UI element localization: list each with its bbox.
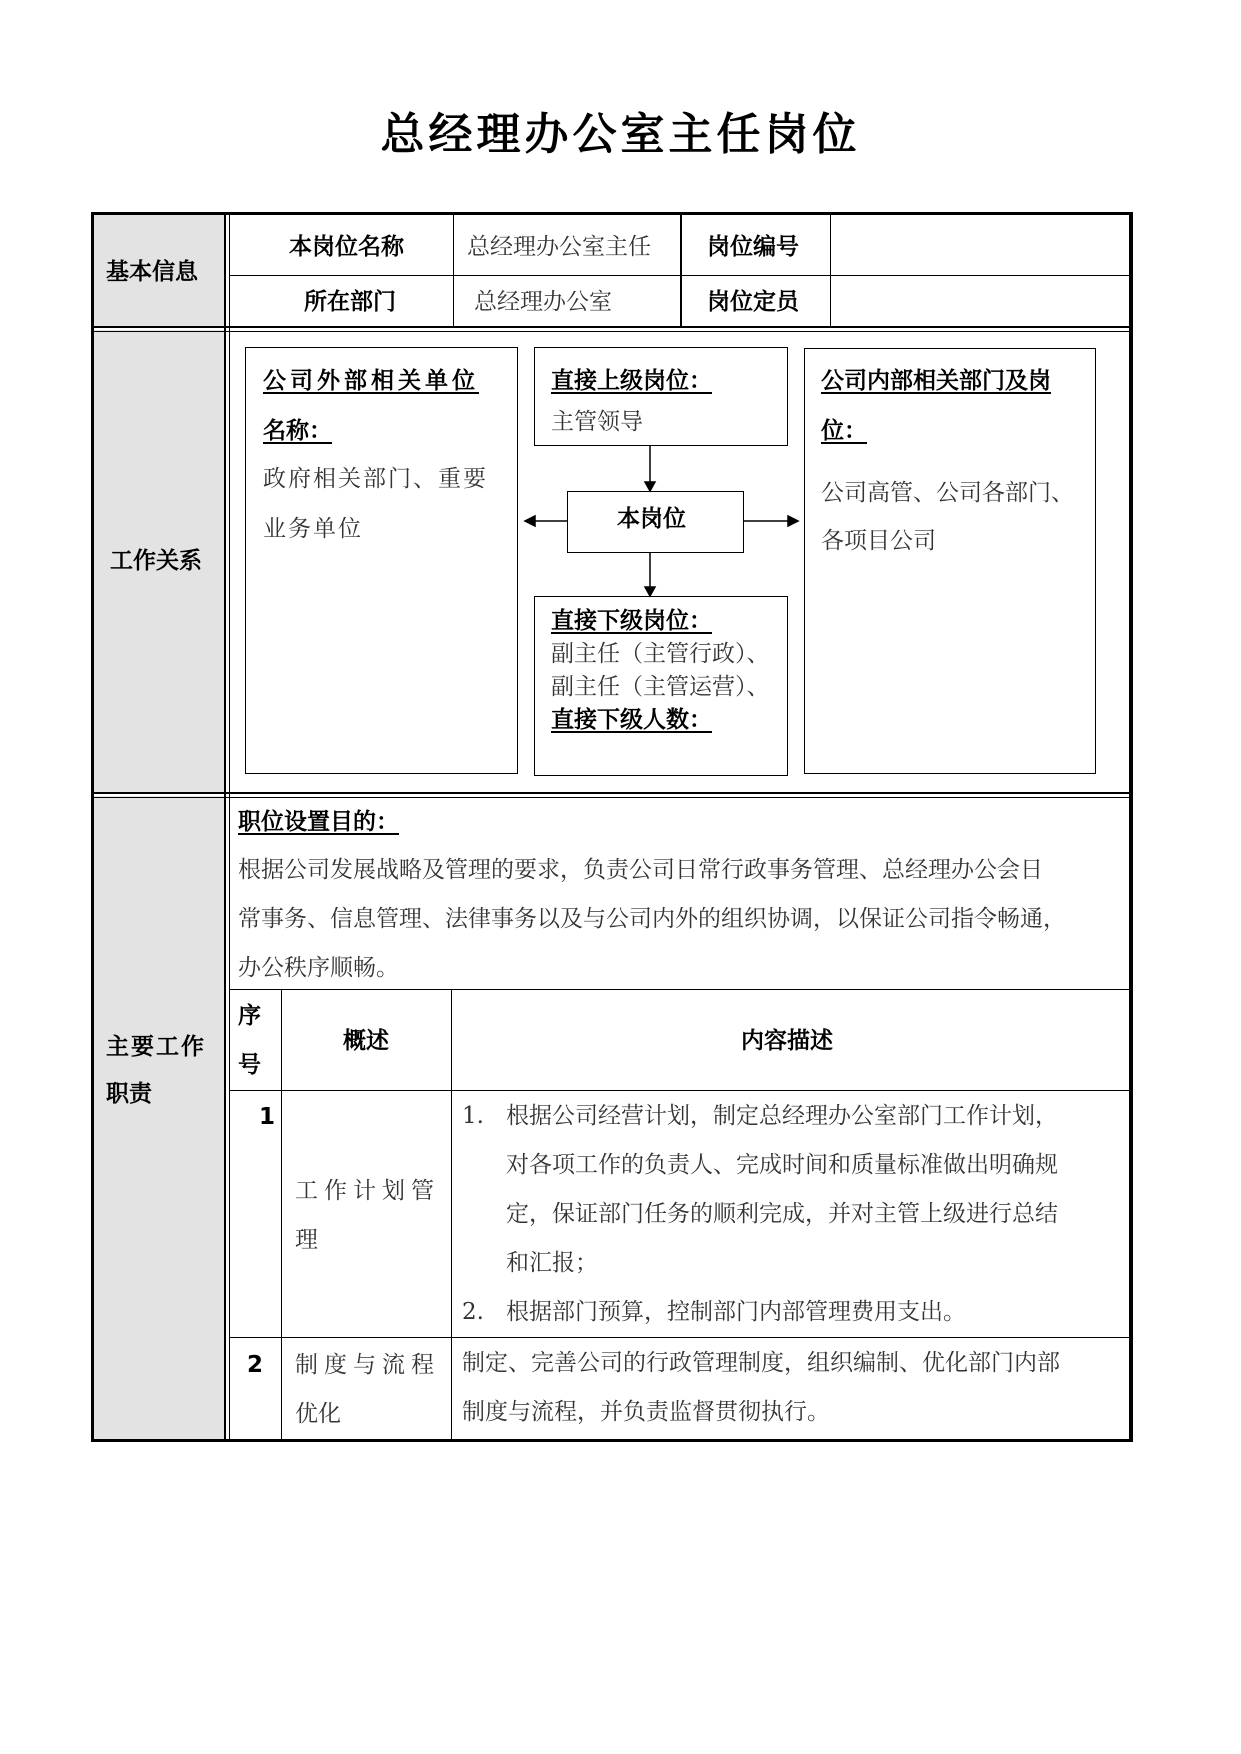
row-description (462, 1092, 1122, 1337)
purpose-text (238, 846, 1128, 993)
page-title: 总经理办公室主任岗位 (380, 109, 861, 160)
divider (230, 989, 1130, 990)
divider (281, 989, 282, 1439)
seq-header: 序 (238, 1003, 261, 1029)
divider (451, 989, 452, 1439)
superior-position-value: 主管领导 (551, 409, 643, 435)
description-item (462, 1092, 1122, 1288)
external-units-heading: 名称： (263, 418, 332, 444)
subordinate-position-item: 副主任（主管行政）、 (551, 641, 770, 667)
this-position-label: 本岗位 (617, 506, 686, 532)
row-seq: 1 (259, 1104, 276, 1130)
headcount-label: 岗位定员 (707, 289, 799, 315)
item-line: 根据公司经营计划，制定总经理办公室部门工作计划， (506, 1103, 1058, 1129)
row-summary: 工作计划管 (295, 1178, 440, 1204)
row-description (462, 1339, 1128, 1437)
seq-header: 号 (238, 1052, 261, 1078)
purpose-line: 办公秩序顺畅。 (238, 955, 399, 981)
description-line: 制度与流程，并负责监督贯彻执行。 (462, 1399, 830, 1425)
position-code-label: 岗位编号 (707, 234, 799, 260)
description-line: 制定、完善公司的行政管理制度，组织编制、优化部门内部 (462, 1350, 1060, 1376)
row-summary: 优化 (295, 1401, 341, 1427)
item-number: 2. (462, 1299, 484, 1325)
item-line: 和汇报； (506, 1250, 598, 1276)
external-units-heading: 公司外部相关单位 (263, 368, 479, 394)
basic-info-label: 基本信息 (106, 259, 198, 285)
external-units-content: 政府相关部门、重要 (263, 466, 488, 492)
purpose-line: 根据公司发展战略及管理的要求，负责公司日常行政事务管理、总经理办公会日 (238, 857, 1043, 883)
subordinate-count-label: 直接下级人数： (551, 707, 712, 733)
purpose-line: 常事务、信息管理、法律事务以及与公司内外的组织协调，以保证公司指令畅通， (238, 906, 1066, 932)
superior-position-heading: 直接上级岗位： (551, 368, 712, 394)
arrow-down-to-position-head (645, 482, 655, 491)
arrow-down-to-subordinate-head (645, 587, 655, 596)
description-header: 内容描述 (741, 1028, 833, 1054)
item-line: 根据部门预算，控制部门内部管理费用支出。 (506, 1299, 966, 1325)
row-summary: 理 (295, 1227, 318, 1253)
summary-header: 概述 (343, 1028, 389, 1054)
purpose-heading: 职位设置目的： (238, 809, 399, 835)
department-value: 总经理办公室 (474, 289, 612, 315)
description-item (462, 1288, 1122, 1337)
duties-label: 主要工作 (106, 1034, 206, 1060)
row-summary: 制度与流程 (295, 1352, 440, 1378)
department-label: 所在部门 (304, 289, 396, 315)
internal-departments-heading: 位： (821, 418, 867, 444)
item-number: 1. (462, 1103, 484, 1129)
duties-label: 职责 (106, 1081, 152, 1107)
internal-departments-heading: 公司内部相关部门及岗 (821, 368, 1051, 394)
external-units-content: 业务单位 (263, 516, 363, 542)
internal-departments-content: 公司高管、公司各部门、 (821, 480, 1074, 506)
arrow-right-to-internal-head (788, 516, 798, 526)
internal-departments-content: 各项目公司 (821, 528, 936, 554)
subordinate-position-heading: 直接下级岗位： (551, 608, 712, 634)
arrow-left-to-external-head (525, 516, 535, 526)
position-name-value: 总经理办公室主任 (467, 234, 651, 260)
work-relations-label: 工作关系 (110, 548, 202, 574)
item-line: 对各项工作的负责人、完成时间和质量标准做出明确规 (506, 1152, 1058, 1178)
divider (230, 1090, 1130, 1091)
row-seq: 2 (247, 1352, 264, 1378)
divider (230, 1337, 1130, 1338)
subordinate-position-item: 副主任（主管运营）、 (551, 674, 770, 700)
item-line: 定，保证部门任务的顺利完成，并对主管上级进行总结 (506, 1201, 1058, 1227)
position-name-label: 本岗位名称 (289, 234, 404, 260)
